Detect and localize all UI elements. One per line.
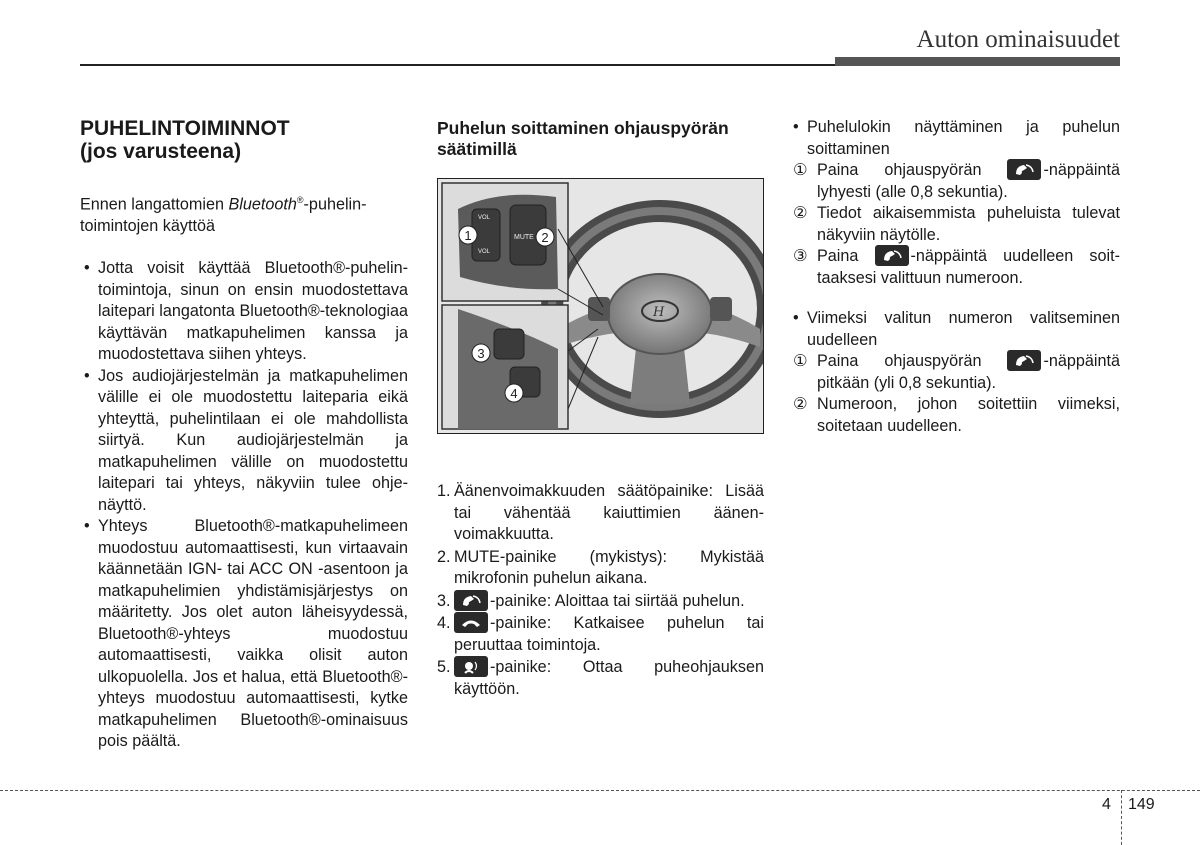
svg-text:3: 3 bbox=[477, 346, 485, 361]
phone-call-icon bbox=[454, 590, 488, 611]
phone-call-icon bbox=[1007, 159, 1041, 180]
item-number: 3. bbox=[437, 591, 451, 610]
item-number: 5. bbox=[437, 658, 451, 676]
list-item: • Jos audiojärjestelmän ja matkapuhelimen välille ei ole muodostettu laiteparia eikä yhteyttä, puhelintilaan ei ole mahdollista siirtyä. Kun audiojärjestelmän ja matkapuhelimen välille on muodostettu laitepari tai yhteys, näkyviin tulee ohjenäyttö. bbox=[80, 366, 408, 517]
list-item bbox=[437, 591, 764, 613]
header-rule bbox=[80, 64, 835, 66]
group-heading: • Puhelulokin näyttäminen ja puhelun soittaminen bbox=[793, 117, 1120, 160]
item-text: -painike: Ottaa puheohjauksen käyttöön. bbox=[454, 658, 764, 698]
item-number: 2. bbox=[437, 547, 451, 566]
running-header: Auton ominaisuudet bbox=[916, 26, 1120, 53]
list-item bbox=[437, 613, 764, 656]
callout-2 bbox=[536, 228, 554, 246]
footer-rule bbox=[0, 790, 1200, 791]
step-item bbox=[793, 351, 1120, 394]
item-text: Äänenvoimakkuuden säätöpainike: Lisää tai vähentää kaiuttimien äänenvoimakkuutta. bbox=[454, 482, 764, 543]
list-item: • Yhteys Bluetooth®-matkapuhelimeen muodostuu automaattisesti, kun virtaavain käännetään IGN- tai ACC ON -asentoon ja matkapuhelimien yhdistämisjärjestys on määritetty. Jos olet auton läheisyydessä, Bluetooth®-yhteys muodostuu automaattisesti, vaikka olisit auton ulkopuolella. Jos et halua, että Bluetooth®-yhteys muodostuu automaattisesti, kytke matkapuhelimen Bluetooth®-ominaisuus pois päältä. bbox=[80, 516, 408, 753]
list-item bbox=[437, 481, 764, 546]
step-text: Paina ohjauspyörän bbox=[817, 161, 1008, 179]
bullet-list bbox=[80, 258, 408, 753]
redial-group bbox=[793, 308, 1120, 437]
step-item bbox=[793, 160, 1120, 203]
intro-paragraph: Ennen langattomien Bluetooth®-puhelintoimintojen käyttöä bbox=[80, 195, 367, 235]
step-item bbox=[793, 394, 1120, 437]
heading-line-1: PUHELINTOIMINNOT bbox=[80, 117, 290, 140]
phone-call-icon bbox=[1007, 350, 1041, 371]
chapter-number: 4 bbox=[1102, 796, 1111, 813]
intro-text-c: -puhelintoimintojen käyttöä bbox=[80, 195, 367, 235]
phone-hangup-icon bbox=[454, 612, 488, 633]
svg-text:1: 1 bbox=[464, 228, 472, 243]
intro-bluetooth: Bluetooth bbox=[228, 195, 297, 214]
item-text: MUTE-painike (mykistys): Mykistää mikrofonin puhelun aikana. bbox=[454, 547, 764, 587]
header-rule-accent bbox=[835, 57, 1120, 66]
step-number: ① bbox=[793, 352, 808, 370]
step-number: ② bbox=[793, 204, 808, 222]
step-text: -näppäintä uudelleen soittaaksesi valittuun numeroon. bbox=[817, 247, 1120, 287]
svg-text:4: 4 bbox=[510, 386, 518, 401]
item-text: -painike: Katkaisee puhelun tai peruuttaa toimintoja. bbox=[454, 614, 764, 654]
call-log-group bbox=[793, 117, 1120, 289]
footer-divider bbox=[1121, 790, 1122, 845]
item-number: 4. bbox=[437, 614, 451, 632]
step-text: Numeroon, johon soitettiin viimeksi, soitetaan uudelleen. bbox=[817, 395, 1120, 435]
mute-label: MUTE bbox=[514, 234, 534, 241]
section-heading bbox=[80, 117, 290, 163]
callout-3 bbox=[472, 344, 490, 362]
steering-wheel-illustration bbox=[438, 179, 763, 433]
step-number: ③ bbox=[793, 247, 808, 265]
step-text: Paina ohjauspyörän bbox=[817, 352, 1008, 370]
group-heading: • Viimeksi valitun numeron valitseminen uudelleen bbox=[793, 308, 1120, 351]
vol-up-label: VOL bbox=[478, 215, 491, 221]
list-item: • Jotta voisit käyttää Bluetooth®-puhelintoimintoja, sinun on ensin muodostettava laitepari langatonta Bluetooth®-teknologiaa käyttävän matkapuhelimen kanssa ja muodostettava siihen yhteys. bbox=[80, 258, 408, 366]
svg-text:H: H bbox=[653, 305, 665, 320]
step-text: -näppäintä pitkään (yli 0,8 sekuntia). bbox=[817, 352, 1120, 392]
step-number: ② bbox=[793, 395, 808, 413]
step-number: ① bbox=[793, 161, 808, 179]
item-number: 1. bbox=[437, 482, 451, 500]
list-item bbox=[437, 547, 764, 590]
heading-line-2: (jos varusteena) bbox=[80, 140, 242, 163]
callout-4 bbox=[505, 384, 523, 402]
item-text: -painike: Aloittaa tai siirtää puhelun. bbox=[490, 591, 745, 610]
voice-command-icon bbox=[454, 656, 488, 677]
page-number: 149 bbox=[1128, 796, 1155, 813]
callout-1 bbox=[459, 226, 477, 244]
list-item bbox=[437, 657, 764, 700]
step-item bbox=[793, 246, 1120, 289]
step-text: Paina bbox=[817, 247, 875, 265]
vol-down-label: VOL bbox=[478, 249, 491, 255]
subsection-heading: Puhelun soittaminen ohjauspyörän säätimillä bbox=[437, 118, 729, 159]
svg-text:2: 2 bbox=[541, 230, 549, 245]
step-item bbox=[793, 203, 1120, 246]
step-text: Tiedot aikaisemmista puheluista tulevat näkyviin näytölle. bbox=[817, 204, 1120, 244]
intro-text-a: Ennen langattomien bbox=[80, 195, 229, 214]
numbered-list bbox=[437, 481, 764, 701]
step-text: -näppäintä lyhyesti (alle 0,8 sekuntia). bbox=[817, 161, 1120, 201]
phone-call-icon bbox=[875, 245, 909, 266]
steering-wheel-figure bbox=[437, 178, 764, 434]
